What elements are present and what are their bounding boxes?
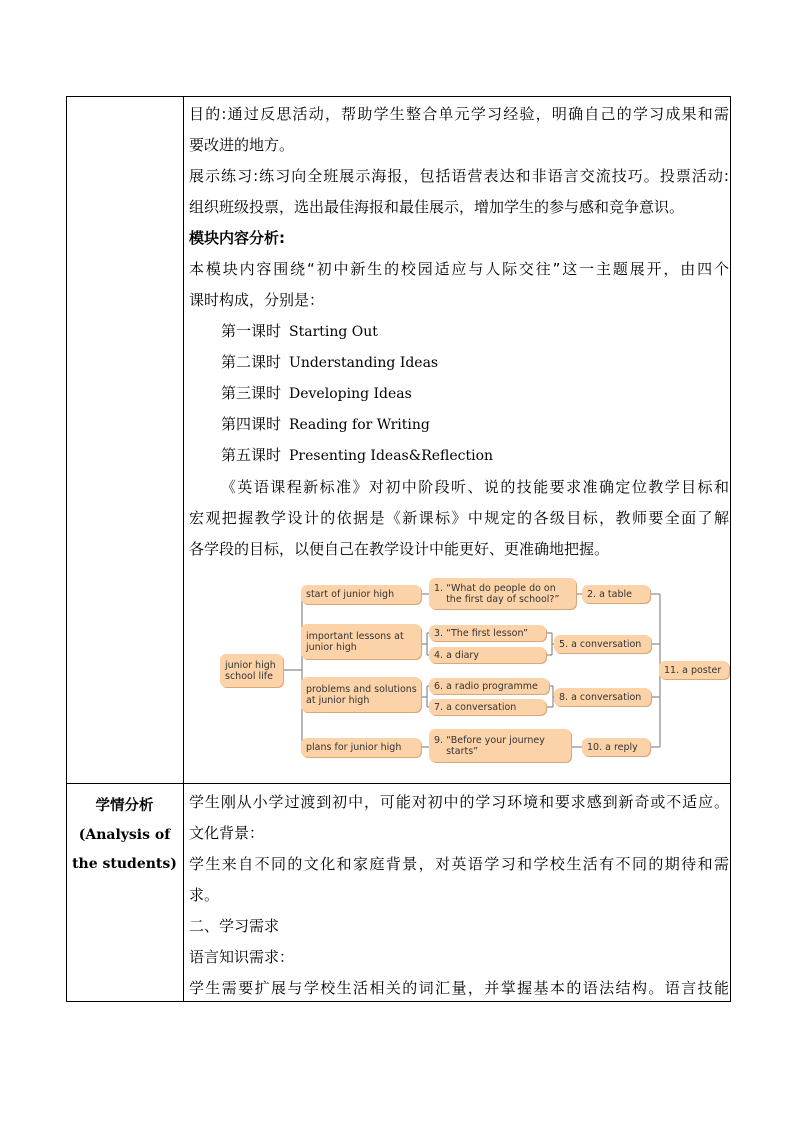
goal-line: 目的:通过反思活动，帮助学生整合单元学习经验，明确自己的学习成果和需: [189, 105, 729, 123]
output-node: 2. a table: [582, 585, 650, 603]
topic-node: plans for junior high: [301, 738, 421, 757]
analysis-line: 二、学习需求: [189, 917, 280, 935]
topic-node: problems and solutions at junior high: [301, 677, 421, 712]
module-heading: 模块内容分析:: [189, 229, 285, 247]
standard-line: 各学段的目标，以便自己在教学设计中能更好、更准确地把握。: [189, 540, 610, 558]
analysis-line: 学生刚从小学过渡到初中，可能对初中的学习环境和要求感到新奇或不适应。: [189, 793, 729, 811]
practice-line: 展示练习:练习向全班展示海报，包括语营表达和非语言交流技巧。投票活动:: [189, 167, 729, 185]
unit-mind-map: [216, 576, 731, 761]
module-intro: [189, 254, 729, 316]
activity-node: 3. “The first lesson”: [429, 625, 546, 641]
lesson-title: Reading for Writing: [289, 417, 430, 433]
standard-line: 宏观把握教学设计的依据是《新课标》中规定的各级目标，教师要全面了解: [189, 509, 729, 527]
table-column-divider: [183, 96, 184, 1002]
standard-line: 《英语课程新标准》对初中阶段听、说的技能要求准确定位教学目标和: [221, 478, 729, 496]
table-border-top: [66, 96, 731, 97]
lesson-item: [221, 347, 438, 379]
lesson-item: [221, 409, 430, 441]
lesson-item: [221, 378, 412, 410]
lesson-number: 第三课时: [221, 384, 282, 402]
plan-table: [66, 96, 731, 1002]
module-intro-line: 课时构成，分别是：: [189, 291, 325, 309]
activity-node: 6. a radio programme: [429, 678, 549, 694]
table-row-divider: [66, 783, 731, 784]
row-label-cn: 学情分析: [95, 798, 154, 814]
lesson-item: [221, 440, 493, 472]
analysis-line: 学生需要扩展与学校生活相关的词汇量，并掌握基本的语法结构。语言技能: [189, 979, 729, 997]
lesson-title: Understanding Ideas: [289, 355, 439, 371]
module-intro-line: 本模块内容围绕“初中新生的校园适应与人际交往”这一主题展开，由四个: [189, 260, 729, 278]
goal-line: 要改进的地方。: [189, 136, 295, 154]
topic-node: start of junior high: [301, 585, 421, 604]
analysis-line: 求。: [189, 886, 220, 904]
row-label: [66, 792, 183, 879]
practice-line: 组织班级投票，选出最佳海报和最佳展示，增加学生的参与感和竞争意识。: [189, 198, 685, 216]
analysis-line: 学生来自不同的文化和家庭背景，对英语学习和学校生活有不同的期待和需: [189, 855, 729, 873]
lesson-number: 第五课时: [221, 446, 282, 464]
activity-node: 9. “Before your journey starts”: [429, 729, 571, 762]
goal-paragraph: [189, 99, 729, 161]
practice-paragraph: [189, 161, 729, 223]
lesson-title: Presenting Ideas&Reflection: [289, 448, 494, 464]
analysis-paragraph: [189, 787, 729, 1004]
output-node: 5. a conversation: [554, 635, 651, 653]
lesson-number: 第一课时: [221, 322, 282, 340]
standard-paragraph-cont: [189, 503, 729, 565]
lesson-title: Starting Out: [289, 324, 378, 340]
activity-node: 4. a diary: [429, 647, 546, 663]
activity-node: 1. “What do people do on the first day of school?”: [429, 578, 576, 609]
analysis-line: 文化背景：: [189, 824, 265, 842]
standard-paragraph: [221, 472, 729, 503]
root-node: junior high school life: [220, 654, 283, 687]
final-output-node: 11. a poster: [659, 661, 729, 679]
topic-node: important lessons at junior high: [301, 624, 421, 659]
output-node: 8. a conversation: [554, 688, 651, 706]
lesson-number: 第四课时: [221, 415, 282, 433]
analysis-line: 语言知识需求：: [189, 948, 295, 966]
activity-node: 7. a conversation: [429, 699, 546, 715]
row-label-en: the students): [72, 856, 177, 872]
output-node: 10. a reply: [582, 738, 650, 756]
lesson-item: [221, 316, 378, 348]
lesson-title: Developing Ideas: [289, 386, 412, 402]
lesson-number: 第二课时: [221, 353, 282, 371]
row-label-en: (Analysis of: [78, 827, 171, 843]
table-border-right: [730, 96, 731, 1002]
